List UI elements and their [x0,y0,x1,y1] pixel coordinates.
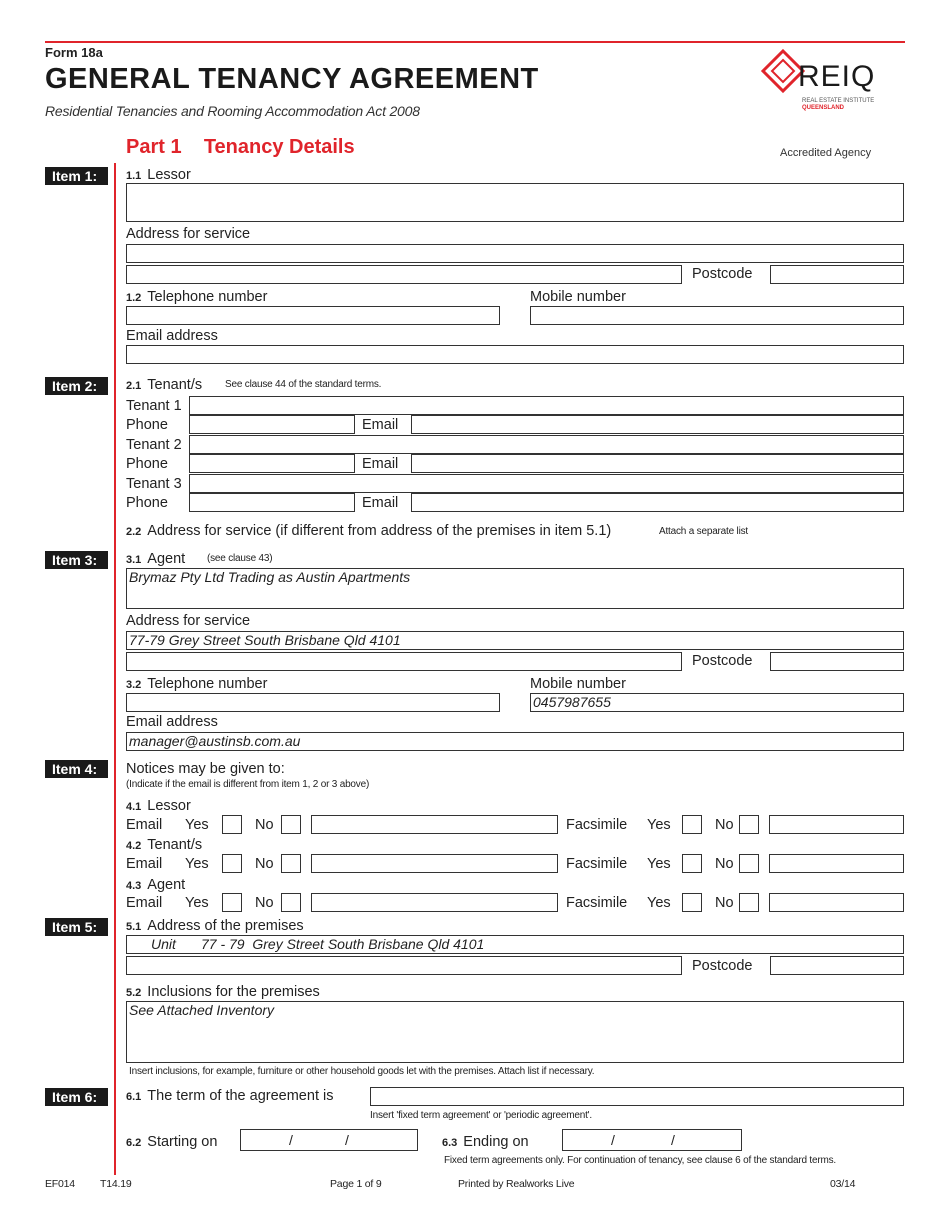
lessor-notice-email-field[interactable] [311,815,558,834]
reiq-logo-text: REIQ [798,60,876,93]
lessor-notice-fax-label: Facsimile [566,817,628,833]
premises-address-field-1[interactable] [126,935,904,954]
tenant-notice-fax-no-label: No [715,856,734,872]
tenant1-phone-field[interactable] [189,415,355,434]
footer-version: T14.19 [100,1178,132,1190]
lessor-notice-fax-yes-checkbox[interactable] [682,815,702,834]
agent-notice-email-yes-label: Yes [185,895,209,911]
tenant2-label: Tenant 2 [126,437,182,453]
lessor-notice-email-no-label: No [255,817,274,833]
lessor-postcode-field[interactable] [770,265,904,284]
item1-badge: Item 1: [45,167,108,185]
inclusions-note: Insert inclusions, for example, furniture or other household goods let with the premises. Attach list if necessary. [129,1066,595,1077]
footer-code: EF014 [45,1178,75,1190]
agent-address-field-1[interactable] [126,631,904,650]
agent-num: 3.1 [126,554,142,566]
item3-badge: Item 3: [45,551,108,569]
agent-tel-text: Telephone number [147,676,268,692]
agent-address-field-2[interactable] [126,652,682,671]
lessor-notice-email-yes-checkbox[interactable] [222,815,242,834]
term-text: The term of the agreement is [147,1088,334,1104]
agent-name-value: Brymaz Pty Ltd Trading as Austin Apartments [129,569,411,585]
tenants-address-note: Attach a separate list [659,526,748,537]
tenant3-email-field[interactable] [411,493,904,512]
item4-badge: Item 4: [45,760,108,778]
reiq-logo-sub1: REAL ESTATE INSTITUTE [802,98,875,104]
agent-email-field[interactable] [126,732,904,751]
inclusions-label [126,983,320,1002]
agent-notice-fax-no-checkbox[interactable] [739,893,759,912]
agent-telephone-label [126,675,267,694]
tenant3-phone-label: Phone [126,495,168,511]
tenants-note: See clause 44 of the standard terms. [225,379,382,390]
tenant2-email-label: Email [362,456,399,472]
tenant2-phone-field[interactable] [189,454,355,473]
lessor-email-label: Email address [126,328,218,344]
tenants-num: 2.1 [126,380,142,392]
item6-badge: Item 6: [45,1088,108,1106]
footer-date: 03/14 [830,1178,856,1190]
notices-tenant-label [126,836,202,855]
tenant-notice-email-label: Email [126,856,163,872]
left-margin-rule [114,163,116,1175]
inclusions-num: 5.2 [126,987,142,999]
item5-badge: Item 5: [45,918,108,936]
lessor-address-field-2[interactable] [126,265,682,284]
notices-tenant-text: Tenant/s [147,837,203,853]
footer-printed: Printed by Realworks Live [458,1178,575,1190]
tenants-text: Tenant/s [147,377,203,393]
tenant-notice-email-yes-label: Yes [185,856,209,872]
part-title: Part 1 Tenancy Details [126,136,355,158]
tenants-addr-num: 2.2 [126,526,142,538]
tenant-notice-fax-no-checkbox[interactable] [739,854,759,873]
tenant-notice-email-field[interactable] [311,854,558,873]
agent-label [126,550,185,569]
notices-tenant-num: 4.2 [126,840,142,852]
end-date-slash-1: / [611,1132,615,1148]
start-date-num: 6.2 [126,1137,142,1149]
form-number: Form 18a [45,45,103,60]
notices-agent-num: 4.3 [126,880,142,892]
inclusions-value: See Attached Inventory [129,1002,275,1018]
agent-notice-fax-no-label: No [715,895,734,911]
term-note: Insert 'fixed term agreement' or 'periodic agreement'. [370,1110,592,1121]
notices-label: Notices may be given to: [126,761,285,777]
tenant3-phone-field[interactable] [189,493,355,512]
agent-notice-email-yes-checkbox[interactable] [222,893,242,912]
agent-email-label: Email address [126,714,218,730]
agent-notice-email-label: Email [126,895,163,911]
lessor-num: 1.1 [126,170,142,182]
agent-notice-fax-field[interactable] [769,893,904,912]
lessor-postcode-label: Postcode [692,266,753,282]
lessor-address-label: Address for service [126,226,251,242]
lessor-notice-fax-field[interactable] [769,815,904,834]
agent-note: (see clause 43) [207,553,273,564]
tenant1-email-label: Email [362,417,399,433]
tenant2-email-field[interactable] [411,454,904,473]
notices-note: (Indicate if the email is different from item 1, 2 or 3 above) [126,779,370,790]
start-date-label [126,1133,217,1152]
form-subtitle: Residential Tenancies and Rooming Accommodation Act 2008 [45,103,420,119]
agent-postcode-field[interactable] [770,652,904,671]
premises-unit-label: Unit [151,936,176,952]
tenant3-label: Tenant 3 [126,476,182,492]
tenant-notice-email-no-label: No [255,856,274,872]
term-num: 6.1 [126,1091,142,1103]
agent-notice-fax-yes-label: Yes [647,895,671,911]
premises-label [126,917,304,936]
end-date-num: 6.3 [442,1137,458,1149]
lessor-email-field[interactable] [126,345,904,364]
tenant-notice-email-no-checkbox[interactable] [281,854,301,873]
lessor-tel-text: Telephone number [147,289,268,305]
agent-tel-num: 3.2 [126,679,142,691]
form-title: GENERAL TENANCY AGREEMENT [45,63,539,95]
item2-badge: Item 2: [45,377,108,395]
start-date-slash-1: / [289,1132,293,1148]
premises-num: 5.1 [126,921,142,933]
tenant1-label: Tenant 1 [126,398,182,414]
tenant-notice-email-yes-checkbox[interactable] [222,854,242,873]
agent-notice-fax-yes-checkbox[interactable] [682,893,702,912]
reiq-logo-sub2: QUEENSLAND [802,105,845,111]
agent-mobile-value: 0457987655 [533,694,611,710]
start-date-text: Starting on [147,1134,218,1150]
lessor-tel-num: 1.2 [126,292,142,304]
agent-notice-email-no-checkbox[interactable] [281,893,301,912]
tenants-address-label [126,522,611,541]
agent-notice-email-field[interactable] [311,893,558,912]
inclusions-field[interactable] [126,1001,904,1063]
lessor-notice-fax-yes-label: Yes [647,817,671,833]
end-date-text: Ending on [463,1134,529,1150]
tenant-notice-fax-label: Facsimile [566,856,628,872]
agent-notice-fax-label: Facsimile [566,895,628,911]
header-top-rule [45,41,905,43]
lessor-address-field-1[interactable] [126,244,904,263]
tenants-label [126,376,202,395]
lessor-notice-email-yes-label: Yes [185,817,209,833]
tenant1-email-field[interactable] [411,415,904,434]
lessor-notice-fax-no-label: No [715,817,734,833]
premises-text: Address of the premises [147,918,304,934]
premises-address-value: 77 - 79 Grey Street South Brisbane Qld 4101 [201,936,485,952]
end-date-label [442,1133,529,1152]
lessor-mobile-label: Mobile number [530,289,626,305]
lessor-notice-fax-no-checkbox[interactable] [739,815,759,834]
footer-page: Page 1 of 9 [330,1178,382,1190]
agent-address-label: Address for service [126,613,251,629]
tenant2-name-field[interactable] [189,435,904,454]
agent-notice-email-no-label: No [255,895,274,911]
lessor-telephone-field[interactable] [126,306,500,325]
notices-lessor-text: Lessor [147,798,191,814]
tenant3-name-field[interactable] [189,474,904,493]
start-date-slash-2: / [345,1132,349,1148]
inclusions-text: Inclusions for the premises [147,984,320,1000]
end-date-field[interactable] [562,1129,742,1151]
tenants-addr-text: Address for service (if different from address of the premises in item 5.1) [147,523,612,539]
agent-address-value: 77-79 Grey Street South Brisbane Qld 4101 [129,632,401,648]
tenant-notice-fax-yes-checkbox[interactable] [682,854,702,873]
agent-telephone-field[interactable] [126,693,500,712]
tenant1-phone-label: Phone [126,417,168,433]
tenant-notice-fax-field[interactable] [769,854,904,873]
accredited-agency: Accredited Agency [780,147,872,159]
tenant3-email-label: Email [362,495,399,511]
term-label [126,1087,333,1106]
notices-agent-label [126,876,185,895]
lessor-telephone-label [126,288,267,307]
agent-text: Agent [147,551,186,567]
lessor-mobile-field[interactable] [530,306,904,325]
end-date-slash-2: / [671,1132,675,1148]
premises-postcode-field[interactable] [770,956,904,975]
agent-email-value: manager@austinsb.com.au [129,733,301,749]
agent-mobile-label: Mobile number [530,676,626,692]
notices-agent-text: Agent [147,877,186,893]
lessor-name-field[interactable] [126,183,904,222]
term-field[interactable] [370,1087,904,1106]
start-date-field[interactable] [240,1129,418,1151]
notices-lessor-num: 4.1 [126,801,142,813]
premises-postcode-label: Postcode [692,958,753,974]
tenant2-phone-label: Phone [126,456,168,472]
lessor-notice-email-label: Email [126,817,163,833]
notices-lessor-label [126,797,191,816]
end-date-note: Fixed term agreements only. For continuation of tenancy, see clause 6 of the standard terms. [444,1155,836,1166]
tenant1-name-field[interactable] [189,396,904,415]
tenant-notice-fax-yes-label: Yes [647,856,671,872]
agent-postcode-label: Postcode [692,653,753,669]
agent-mobile-field[interactable] [530,693,904,712]
lessor-text: Lessor [147,167,191,183]
reiq-logo [760,46,905,116]
agent-name-field[interactable] [126,568,904,609]
premises-address-field-2[interactable] [126,956,682,975]
lessor-notice-email-no-checkbox[interactable] [281,815,301,834]
